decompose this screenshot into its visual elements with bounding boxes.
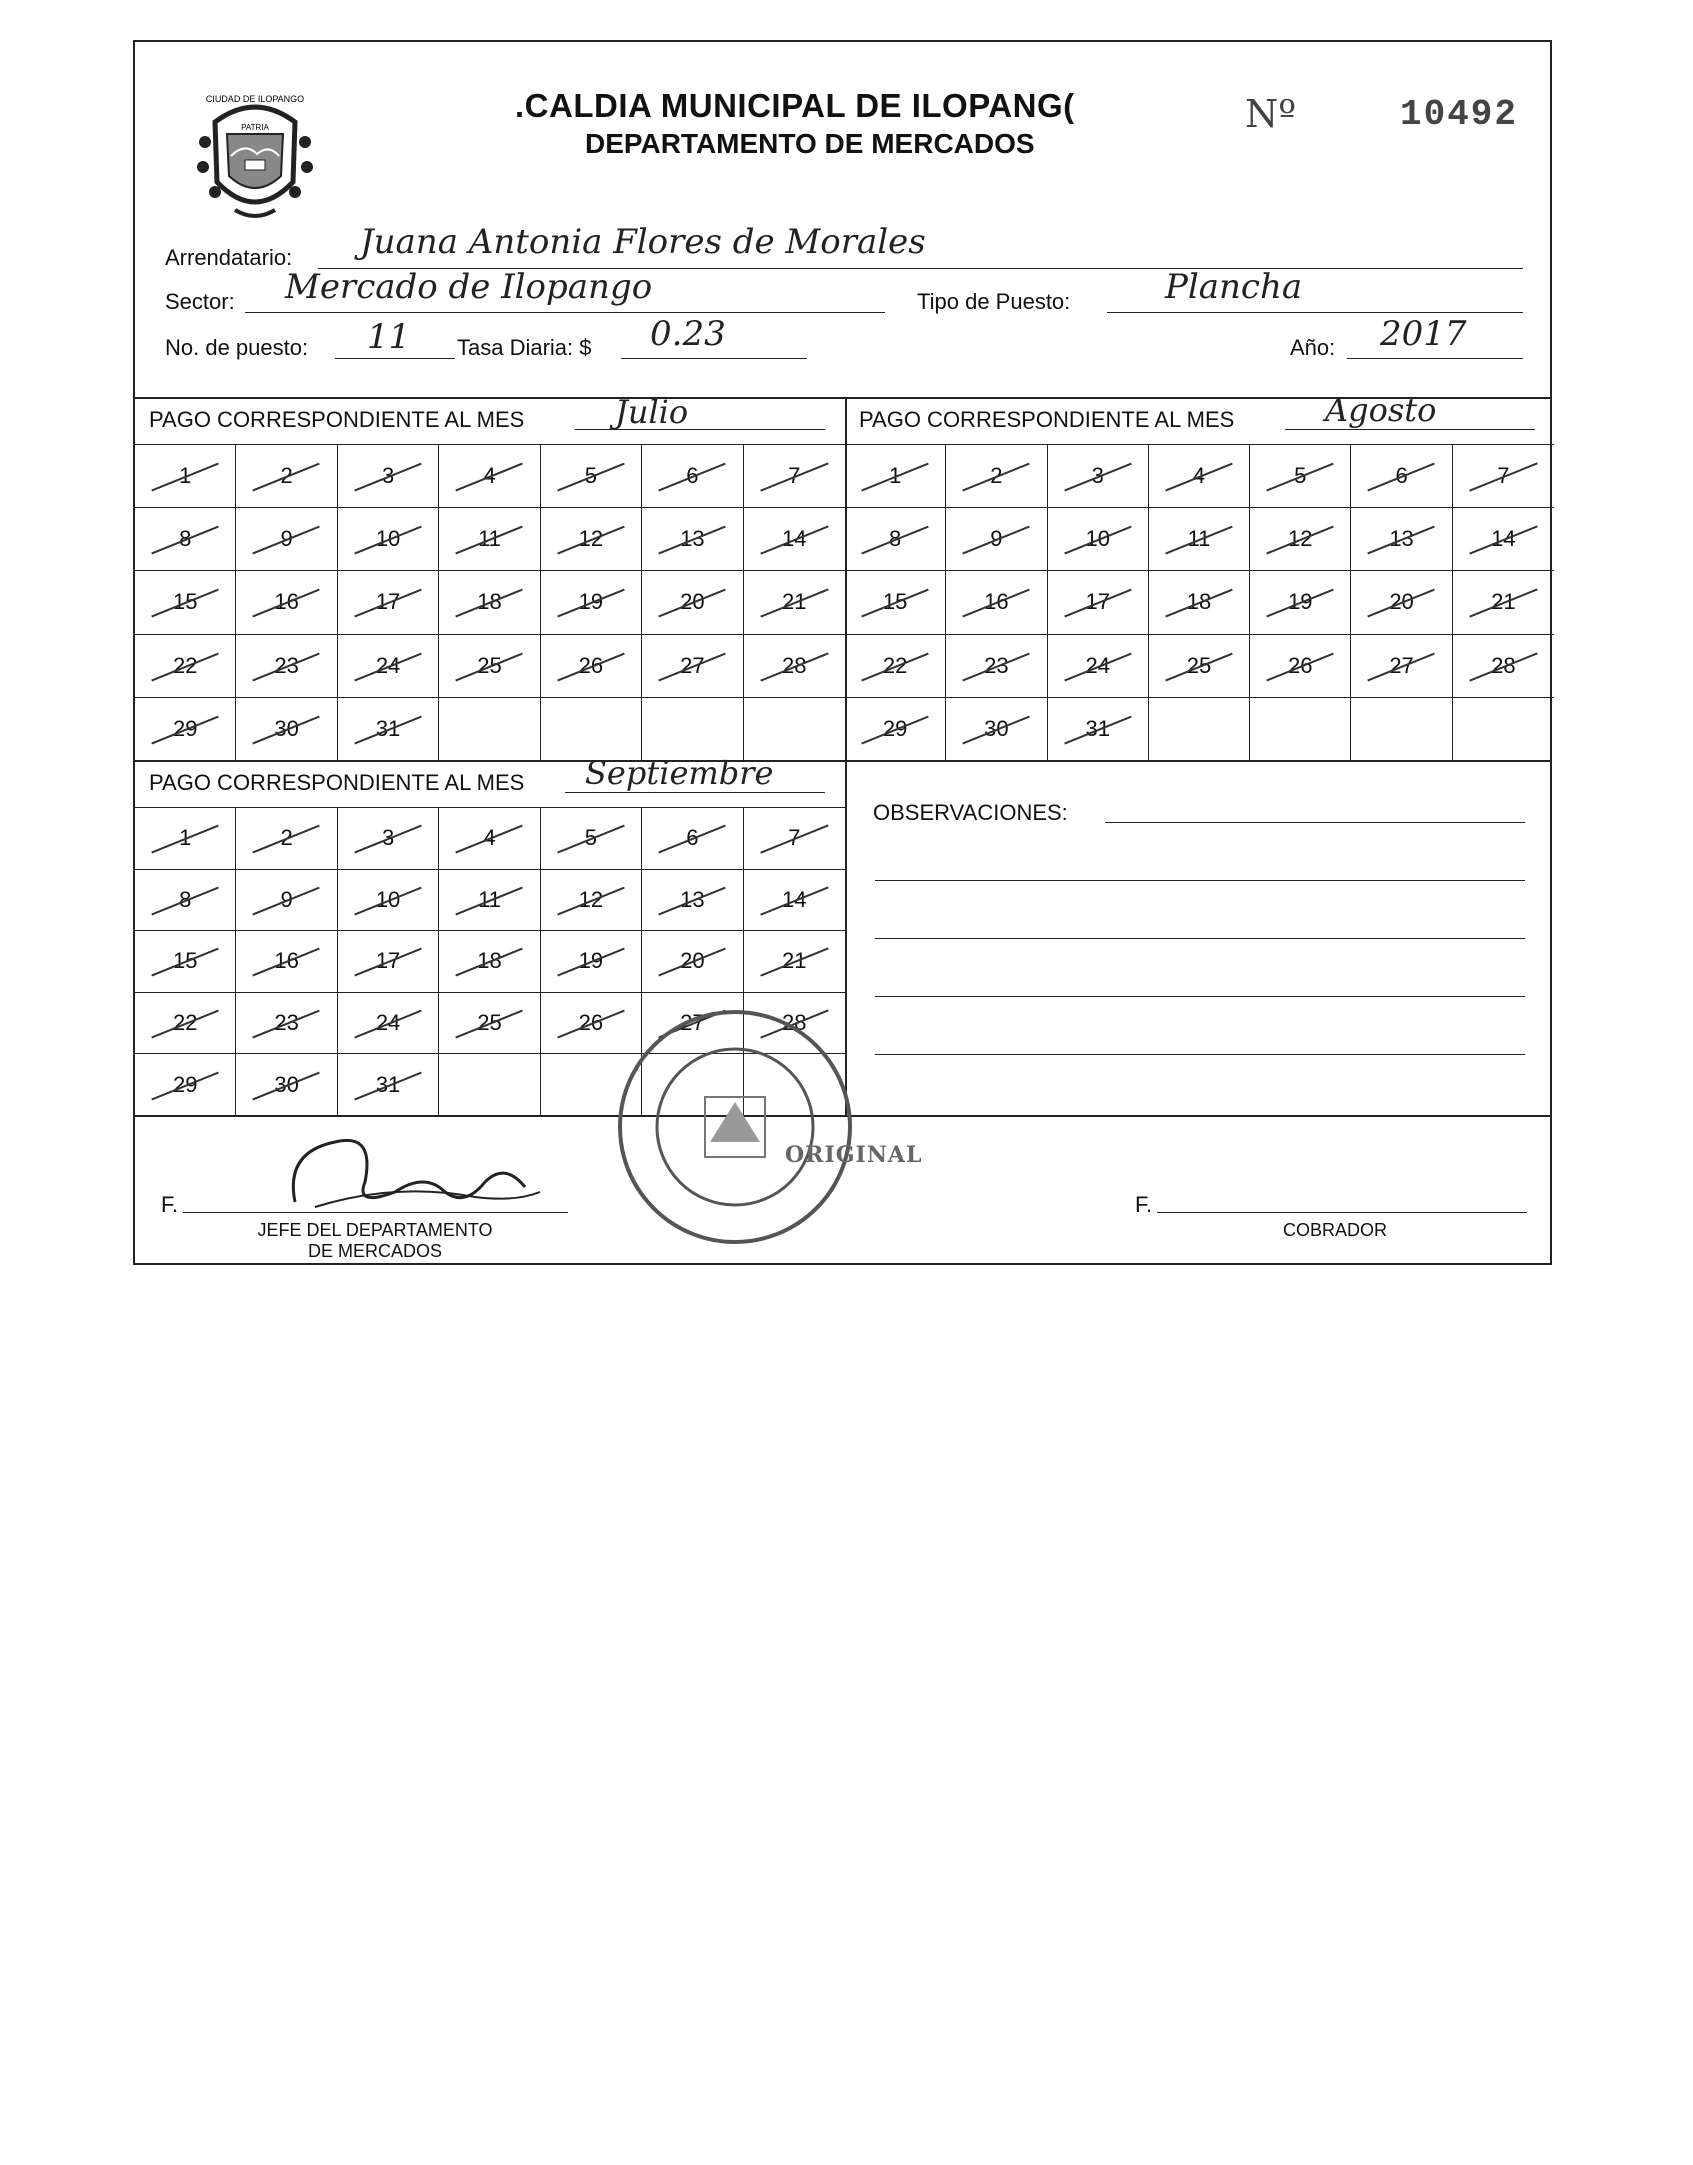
original-overlay: ORIGINAL: [785, 1142, 923, 1168]
day-cell: 20: [642, 931, 743, 993]
municipal-seal-icon: [175, 72, 335, 232]
day-cell: 12: [541, 870, 642, 932]
receipt-number: 10492: [1400, 94, 1519, 135]
observaciones-line-5: [875, 1054, 1525, 1055]
tipo-puesto-value: Plancha: [1165, 267, 1303, 307]
tasa-line: [621, 358, 807, 359]
day-cell: 7: [1453, 445, 1554, 508]
page-subtitle: DEPARTAMENTO DE MERCADOS: [585, 128, 1035, 159]
day-cell: 30: [236, 698, 337, 761]
month-line: [565, 792, 825, 793]
day-cell: 1: [845, 445, 946, 508]
day-cell: 24: [1048, 635, 1149, 698]
arrendatario-value: Juana Antonia Flores de Morales: [360, 222, 926, 262]
day-cell: 30: [236, 1054, 337, 1116]
right-signature-line: [1157, 1212, 1527, 1213]
day-cell: 22: [135, 635, 236, 698]
caption-line-2: DE MERCADOS: [307, 1241, 442, 1261]
sector-line: [245, 312, 885, 313]
day-cell: 24: [338, 993, 439, 1055]
day-cell: 23: [236, 993, 337, 1055]
empty-day-cell: [1351, 698, 1452, 761]
day-cell: 7: [744, 445, 845, 508]
empty-day-cell: [1453, 698, 1554, 761]
observaciones-line-3: [875, 938, 1525, 939]
day-cell: 3: [1048, 445, 1149, 508]
day-cell: 13: [642, 870, 743, 932]
day-cell: 5: [1250, 445, 1351, 508]
day-cell: 27: [1351, 635, 1452, 698]
day-cell: 23: [236, 635, 337, 698]
empty-day-cell: [744, 698, 845, 761]
month-name: Agosto: [1325, 391, 1437, 429]
observaciones-line-2: [875, 880, 1525, 881]
month-block-agosto: [845, 391, 1554, 760]
day-cell: 21: [744, 571, 845, 634]
day-cell: 11: [439, 508, 540, 571]
puesto-label: No. de puesto:: [165, 335, 309, 360]
day-cell: 29: [135, 698, 236, 761]
caption-line-1: JEFE DEL DEPARTAMENTO: [257, 1220, 493, 1240]
day-cell: 31: [1048, 698, 1149, 761]
day-cell: 1: [135, 808, 236, 870]
day-cell: 17: [1048, 571, 1149, 634]
day-cell: 13: [642, 508, 743, 571]
day-cell: 2: [236, 808, 337, 870]
puesto-line: [335, 358, 455, 359]
day-cell: 2: [236, 445, 337, 508]
day-cell: 8: [845, 508, 946, 571]
month-label: PAGO CORRESPONDIENTE AL MES: [149, 770, 525, 795]
day-cell: 10: [1048, 508, 1149, 571]
day-cell: 13: [1351, 508, 1452, 571]
empty-day-cell: [1250, 698, 1351, 761]
left-signature-f: F.: [161, 1192, 179, 1217]
day-cell: 24: [338, 635, 439, 698]
right-signature-caption: COBRADOR: [1282, 1220, 1387, 1240]
month-name: Julio: [615, 393, 689, 431]
empty-day-cell: [439, 698, 540, 761]
day-cell: 11: [1149, 508, 1250, 571]
day-cell: 22: [135, 993, 236, 1055]
day-cell: 27: [642, 993, 743, 1055]
empty-day-cell: [642, 698, 743, 761]
day-cell: 28: [744, 993, 845, 1055]
day-cell: 25: [439, 993, 540, 1055]
day-cell: 11: [439, 870, 540, 932]
day-cell: 21: [744, 931, 845, 993]
number-label: Nº: [1245, 92, 1297, 136]
empty-day-cell: [1149, 698, 1250, 761]
day-cell: 16: [236, 571, 337, 634]
sector-label: Sector:: [165, 289, 235, 314]
day-cell: 31: [338, 1054, 439, 1116]
day-cell: 9: [236, 508, 337, 571]
tipo-puesto-line: [1107, 312, 1523, 313]
day-cell: 16: [946, 571, 1047, 634]
day-cell: 4: [439, 445, 540, 508]
day-grid-agosto: [845, 444, 1554, 761]
signature-icon: [275, 1112, 555, 1222]
right-signature-f: F.: [1135, 1192, 1153, 1217]
day-cell: 10: [338, 508, 439, 571]
day-cell: 19: [541, 571, 642, 634]
day-cell: 27: [642, 635, 743, 698]
observaciones-label: OBSERVACIONES:: [873, 800, 1068, 825]
left-signature-caption: [235, 1220, 515, 1262]
month-label: PAGO CORRESPONDIENTE AL MES: [149, 407, 525, 432]
day-cell: 30: [946, 698, 1047, 761]
day-cell: 15: [135, 931, 236, 993]
day-cell: 26: [1250, 635, 1351, 698]
anio-value: 2017: [1380, 314, 1467, 354]
day-cell: 6: [642, 445, 743, 508]
day-grid-julio: [135, 444, 845, 761]
day-cell: 25: [1149, 635, 1250, 698]
day-cell: 15: [135, 571, 236, 634]
day-cell: 25: [439, 635, 540, 698]
day-cell: 2: [946, 445, 1047, 508]
day-cell: 6: [1351, 445, 1452, 508]
logo-center-text: PATRIA: [241, 123, 269, 132]
day-cell: 29: [845, 698, 946, 761]
page-title: .CALDIA MUNICIPAL DE ILOPANG(: [515, 87, 1075, 124]
month-line: [575, 429, 825, 430]
day-cell: 17: [338, 571, 439, 634]
anio-line: [1347, 358, 1523, 359]
official-stamp-icon: [610, 1002, 860, 1252]
day-cell: 26: [541, 993, 642, 1055]
day-cell: 9: [946, 508, 1047, 571]
empty-day-cell: [439, 1054, 540, 1116]
anio-label: Año:: [1290, 335, 1336, 360]
day-cell: 6: [642, 808, 743, 870]
tasa-value: 0.23: [650, 314, 726, 354]
month-line: [1285, 429, 1535, 430]
day-cell: 20: [1351, 571, 1452, 634]
month-block-julio: [135, 393, 845, 760]
day-cell: 23: [946, 635, 1047, 698]
day-cell: 4: [1149, 445, 1250, 508]
logo-ring-text: CIUDAD DE ILOPANGO: [205, 94, 305, 104]
month-name: Septiembre: [585, 754, 774, 792]
day-cell: 18: [439, 931, 540, 993]
day-cell: 12: [541, 508, 642, 571]
day-cell: 26: [541, 635, 642, 698]
observaciones-line-1: [1105, 822, 1525, 823]
tasa-label: Tasa Diaria: $: [457, 335, 592, 360]
day-cell: 3: [338, 445, 439, 508]
market-payment-form: [133, 40, 1552, 1265]
form-header: [135, 42, 1550, 397]
day-cell: 22: [845, 635, 946, 698]
day-cell: 1: [135, 445, 236, 508]
sector-value: Mercado de Ilopango: [285, 267, 653, 307]
day-cell: 8: [135, 870, 236, 932]
day-cell: 28: [1453, 635, 1554, 698]
day-cell: 8: [135, 508, 236, 571]
day-cell: 19: [541, 931, 642, 993]
observaciones-line-4: [875, 996, 1525, 997]
arrendatario-label: Arrendatario:: [165, 245, 293, 270]
day-cell: 10: [338, 870, 439, 932]
day-cell: 12: [1250, 508, 1351, 571]
empty-day-cell: [541, 698, 642, 761]
day-cell: 3: [338, 808, 439, 870]
day-cell: 7: [744, 808, 845, 870]
day-cell: 5: [541, 808, 642, 870]
day-cell: 19: [1250, 571, 1351, 634]
day-cell: 5: [541, 445, 642, 508]
day-cell: 14: [1453, 508, 1554, 571]
day-cell: 21: [1453, 571, 1554, 634]
day-cell: 18: [439, 571, 540, 634]
day-cell: 14: [744, 508, 845, 571]
day-cell: 16: [236, 931, 337, 993]
day-cell: 29: [135, 1054, 236, 1116]
day-cell: 17: [338, 931, 439, 993]
day-cell: 31: [338, 698, 439, 761]
day-cell: 14: [744, 870, 845, 932]
day-cell: 15: [845, 571, 946, 634]
day-cell: 9: [236, 870, 337, 932]
puesto-value: 11: [367, 317, 411, 357]
day-cell: 18: [1149, 571, 1250, 634]
day-cell: 20: [642, 571, 743, 634]
day-cell: 4: [439, 808, 540, 870]
month-label: PAGO CORRESPONDIENTE AL MES: [859, 407, 1235, 432]
day-cell: 28: [744, 635, 845, 698]
tipo-puesto-label: Tipo de Puesto:: [917, 289, 1071, 314]
